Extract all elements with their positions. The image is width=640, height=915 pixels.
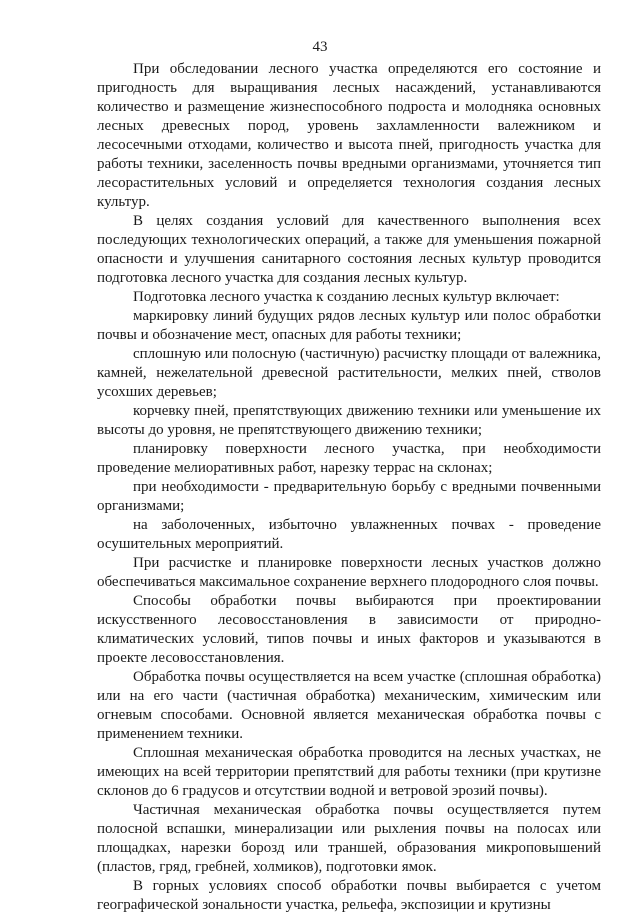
list-item-pest-control: при необходимости - предварительную борьбу с вредными почвенными организмами; — [97, 479, 601, 514]
paragraph-treatment-types: Обработка почвы осуществляется на всем участке (сплошная обработка) или на его части (частичная обработка) механическим, химическим или огневым способами. Основной является механическая обработка почвы с применением техники. — [97, 669, 601, 742]
list-item-stump-removal: корчевку пней, препятствующих движению техники или уменьшение их высоты до уровня, не препятствующего движению техники; — [97, 403, 601, 438]
list-item-clearing: сплошную или полосную (частичную) расчистку площади от валежника, камней, нежелательной древесной растительности, мелких пней, стволов усохших деревьев; — [97, 346, 601, 400]
paragraph-partial-treatment: Частичная механическая обработка почвы осуществляется путем полосной вспашки, минерализации или рыхления почвы на полосах или площадках, нарезки борозд или траншей, образования микроповышений (пластов, гряд, гребней, холмиков), подготовки ямок. — [97, 802, 601, 875]
paragraph-topsoil: При расчистке и планировке поверхности лесных участков должно обеспечиваться максимальное сохранение верхнего плодородного слоя почвы. — [97, 555, 601, 590]
list-item-levelling: планировку поверхности лесного участка, при необходимости проведение мелиоративных работ, нарезку террас на склонах; — [97, 441, 601, 476]
paragraph-survey: При обследовании лесного участка определяются его состояние и пригодность для выращивания лесных насаждений, устанавливаются количество и размещение жизнеспособного подроста и молодняка основных лесных древесных пород, уровень захламленности валежником и лесосечными отходами, количество и высота пней, пригодность участка для работы техники, заселенность почвы вредными организмами, уточняется тип лесорастительных условий и определяется технология создания лесных культур. — [97, 61, 601, 210]
list-item-marking: маркировку линий будущих рядов лесных культур или полос обработки почвы и обозначение мест, опасных для работы техники; — [97, 308, 601, 343]
paragraph-preparation-intro: Подготовка лесного участка к созданию лесных культур включает: — [133, 289, 560, 305]
list-item-drainage: на заболоченных, избыточно увлажненных почвах - проведение осушительных мероприятий. — [97, 517, 601, 552]
body-text — [97, 60, 601, 915]
paragraph-methods: Способы обработки почвы выбираются при проектировании искусственного лесовосстановления в зависимости от природно-климатических условий, типов почвы и иных факторов и указываются в проекте лесовосстановления. — [97, 593, 601, 666]
paragraph-continuous-treatment: Сплошная механическая обработка проводится на лесных участках, не имеющих на всей территории препятствий для работы техники (при крутизне склонов до 6 градусов и отсутствии водной и ветровой эрозий почвы). — [97, 745, 601, 799]
page-number: 43 — [312, 39, 328, 55]
paragraph-mountain-conditions: В горных условиях способ обработки почвы выбирается с учетом географической зональности участка, рельефа, экспозиции и крутизны — [97, 878, 601, 913]
paragraph-purpose: В целях создания условий для качественного выполнения всех последующих технологических операций, а также для уменьшения пожарной опасности и улучшения санитарного состояния лесных культур проводится подготовка лесного участка для создания лесных культур. — [97, 213, 601, 286]
